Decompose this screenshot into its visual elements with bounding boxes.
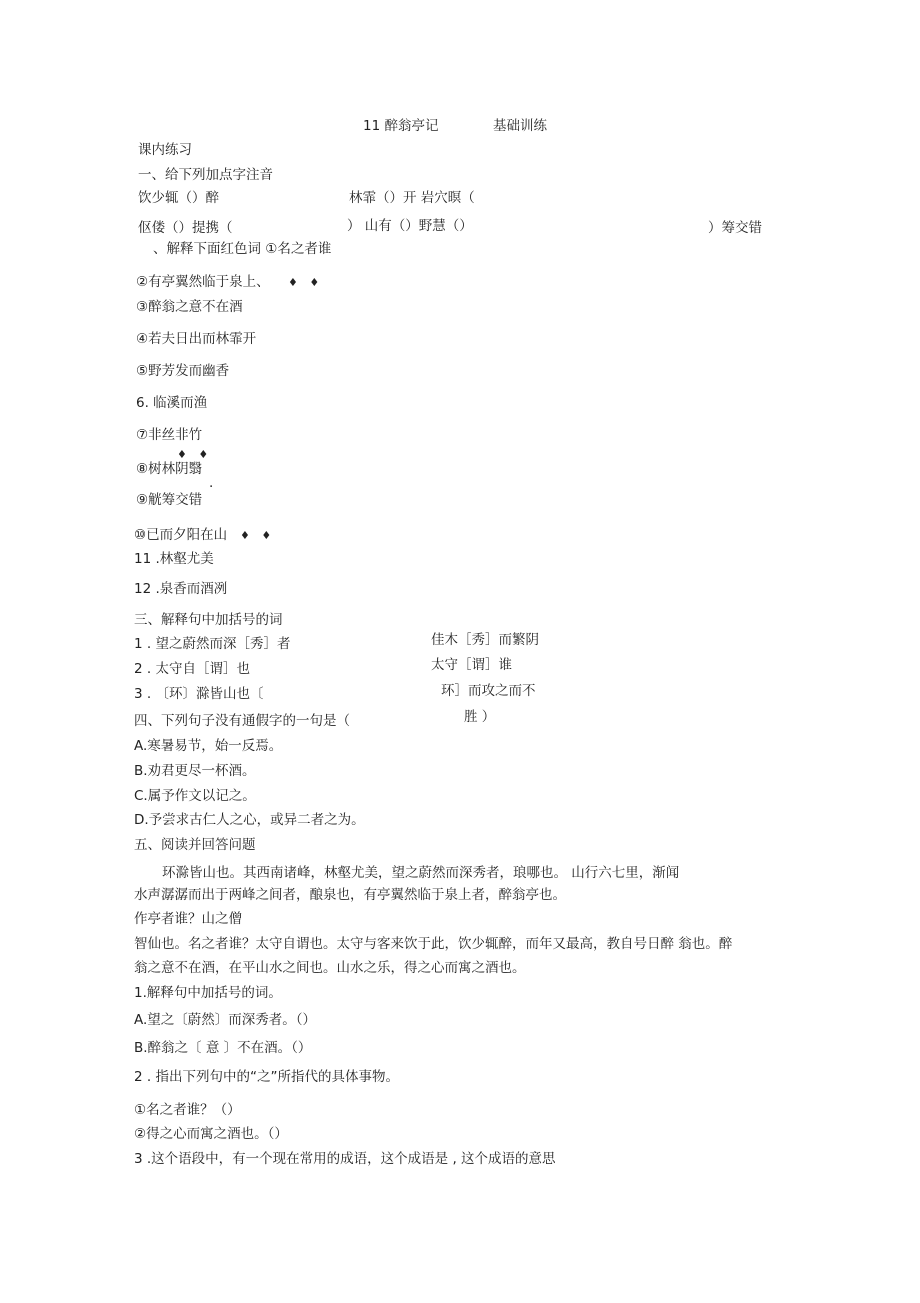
q5-sub2-a: ①名之者谁？（） <box>134 1102 241 1118</box>
q2-item: 11 .林壑尤美 <box>134 551 214 567</box>
q2-item: ④若夫日出而林霏开 <box>136 331 257 347</box>
q3-right: 佳木［秀］而繁阴 <box>431 632 539 648</box>
q2-item: ⑨觥筹交错 <box>136 492 203 508</box>
q3-right: 环］而攻之而不 <box>441 683 536 699</box>
q5-sub1-b: B.醉翁之〔 意 〕不在酒。（） <box>134 1040 312 1056</box>
section-label: 课内练习 <box>138 142 192 158</box>
emphasis-marks: ♦ ♦ <box>288 276 324 289</box>
passage-line: 环滁皆山也。其西南诸峰，林壑尤美，望之蔚然而深秀者，琅哪也。 山行六七里，渐闻 <box>162 865 680 881</box>
q4-heading: 四、下列句子没有通假字的一句是（ <box>134 713 350 729</box>
passage-line: 智仙也。名之者谁？太守自谓也。太守与客来饮于此，饮少辄醉，而年又最高，教自号日醉 翁也。醉 <box>134 936 733 952</box>
q2-item: ⑦非丝非竹 <box>136 427 203 443</box>
q3-left: 3 . 〔环〕滁皆山也〔 <box>134 686 264 702</box>
q4-option: B.劝君更尽一杯酒。 <box>134 763 256 779</box>
q5-sub3-label: 3 .这个语段中，有一个现在常用的成语，这个成语是 , 这个成语的意思 <box>134 1151 556 1167</box>
emphasis-marks: ♦ ♦ <box>240 529 276 542</box>
q2-item: ⑧树林阴翳 <box>136 461 203 477</box>
passage-line: 作亭者谁？山之僧 <box>134 911 242 927</box>
q3-left: 1 . 望之蔚然而深［秀］者 <box>134 636 291 652</box>
q3-heading: 三、解释句中加括号的词 <box>134 612 283 628</box>
q2-heading: 、解释下面红色词 ①名之者谁 <box>153 241 332 257</box>
emphasis-dot: . <box>209 475 214 491</box>
q2-item: 6. 临溪而渔 <box>136 395 208 411</box>
q5-sub1-label: 1.解释句中加括号的词。 <box>134 985 282 1001</box>
page-title: 11 醉翁亭记 <box>363 118 439 134</box>
q1-row1-b: 林霏（）开 岩穴暝（ <box>349 190 475 206</box>
q5-sub1-a: A.望之〔蔚然〕而深秀者。（） <box>134 1012 317 1028</box>
q1-row2-a: 伛偻（）提携（ <box>138 220 233 236</box>
passage-line: 水声潺潺而出于两峰之间者，酿泉也，有亭翼然临于泉上者，醉翁亭也。 <box>134 887 566 903</box>
q5-sub2-b: ②得之心而寓之酒也。（） <box>134 1126 288 1142</box>
q2-item: 12 .泉香而酒冽 <box>134 581 228 597</box>
q5-sub2-label: 2 . 指出下列句中的“之”所指代的具体事物。 <box>134 1069 399 1085</box>
q1-row1-a: 饮少辄（）醉 <box>138 190 219 206</box>
q4-option: D.予尝求古仁人之心，或异二者之为。 <box>134 812 365 828</box>
page-subtitle: 基础训练 <box>493 118 547 134</box>
q2-item: ⑩已而夕阳在山 <box>134 527 228 543</box>
passage-line: 翁之意不在酒，在平山水之间也。山水之乐，得之心而寓之酒也。 <box>134 960 526 976</box>
emphasis-marks: ♦ ♦ <box>177 448 213 461</box>
q3-right: 胜 ） <box>464 709 496 725</box>
q2-item: ②有亭翼然临于泉上、 <box>136 274 270 290</box>
q2-item: ⑤野芳发而幽香 <box>136 363 230 379</box>
q1-row2-b: ） 山有（）野慧（） <box>347 218 473 234</box>
q4-option: C.属予作文以记之。 <box>134 788 256 804</box>
q4-option: A.寒暑易节，始一反焉。 <box>134 738 283 754</box>
q3-right: 太守［谓］谁 <box>431 657 512 673</box>
q3-left: 2 . 太守自［谓］也 <box>134 661 250 677</box>
q1-row2-c: ）筹交错 <box>708 220 762 236</box>
q2-item: ③醉翁之意不在酒 <box>136 299 243 315</box>
q5-heading: 五、阅读并回答问题 <box>134 837 256 853</box>
q1-heading: 一、给下列加点字注音 <box>138 167 273 183</box>
